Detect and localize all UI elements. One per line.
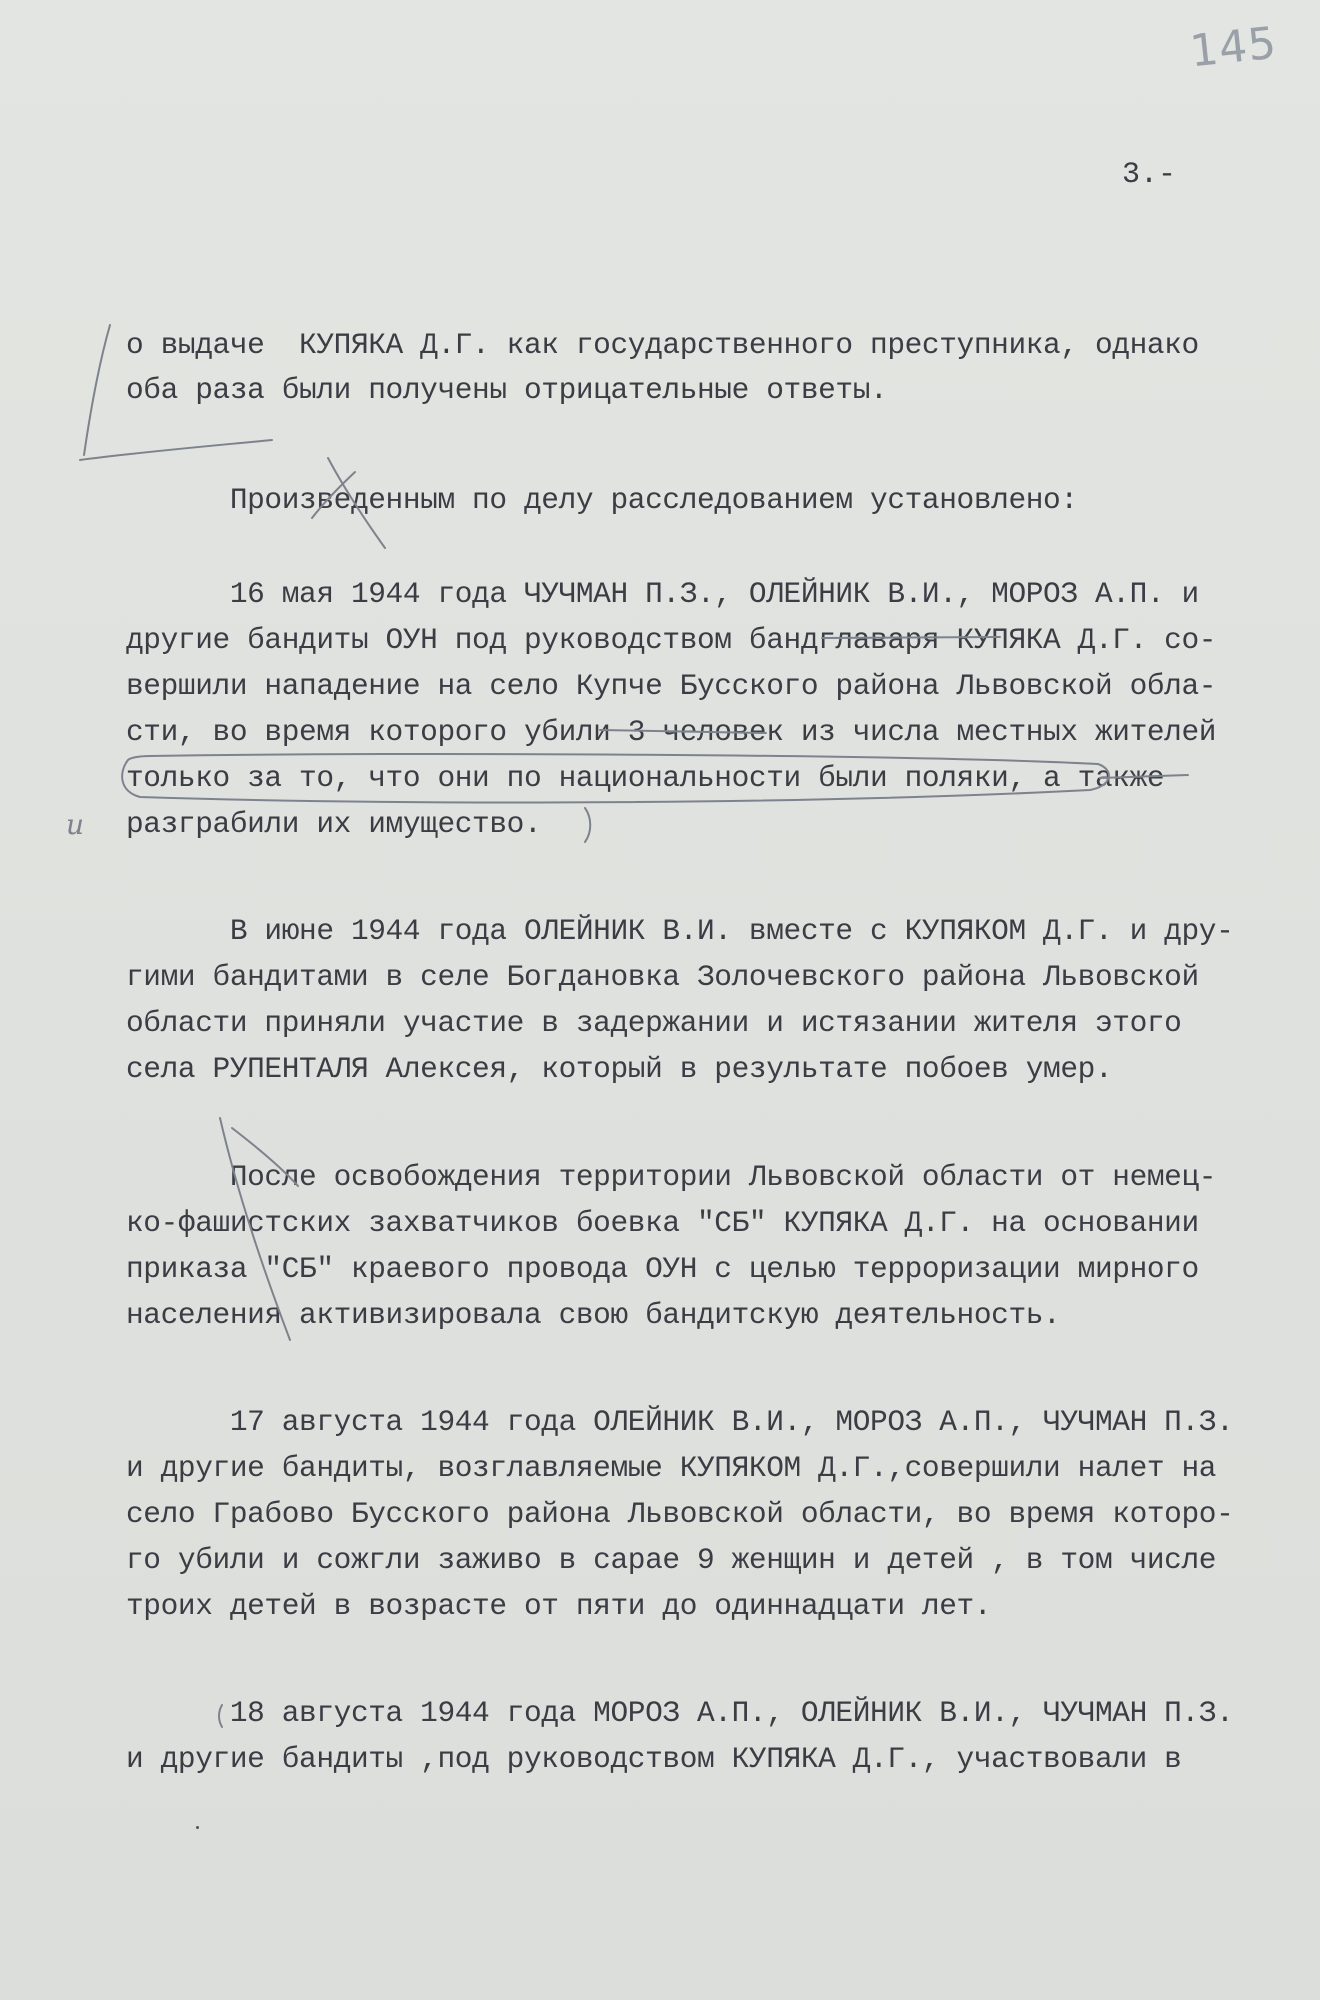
text-line: оба раза были получены отрицательные ответы. bbox=[126, 373, 888, 407]
text-line: вершили нападение на село Купче Бусского района Львовской обла- bbox=[126, 669, 1217, 703]
page-number: 3.- bbox=[1122, 158, 1177, 192]
ink-dot bbox=[196, 1826, 199, 1829]
text-line: 16 мая 1944 года ЧУЧМАН П.З., ОЛЕЙНИК В.И., МОРОЗ А.П. и bbox=[126, 577, 1199, 611]
text-line: населения активизировала свою бандитскую деятельность. bbox=[126, 1298, 1061, 1332]
margin-bracket-mark bbox=[84, 325, 110, 455]
text-line: 18 августа 1944 года МОРОЗ А.П., ОЛЕЙНИК В.И., ЧУЧМАН П.З. bbox=[126, 1696, 1234, 1730]
text-line: и другие бандиты, возглавляемые КУПЯКОМ Д.Г.,совершили налет на bbox=[126, 1451, 1217, 1485]
text-line: о выдаче КУПЯКА Д.Г. как государственного преступника, однако bbox=[126, 328, 1199, 362]
text-line: гими бандитами в селе Богдановка Золочевского района Львовской bbox=[126, 960, 1199, 994]
text-line: После освобождения территории Львовской области от немец- bbox=[126, 1160, 1217, 1194]
text-line: го убили и сожгли заживо в сарае 9 женщин и детей , в том числе bbox=[126, 1543, 1217, 1577]
text-line: 17 августа 1944 года ОЛЕЙНИК В.И., МОРОЗ А.П., ЧУЧМАН П.З. bbox=[126, 1405, 1234, 1439]
text-line: только за то, что они по национальности были поляки, а также bbox=[126, 761, 1165, 795]
text-line: области приняли участие в задержании и истязании жителя этого bbox=[126, 1006, 1182, 1040]
text-line: ко-фашистских захватчиков боевка "СБ" КУПЯКА Д.Г. на основании bbox=[126, 1206, 1199, 1240]
text-line: и другие бандиты ,под руководством КУПЯКА Д.Г., участвовали в bbox=[126, 1742, 1182, 1776]
text-line: Произведенным по делу расследованием установлено: bbox=[126, 483, 1078, 517]
bracket-mark bbox=[585, 808, 590, 842]
text-line: разграбили их имущество. bbox=[126, 807, 542, 841]
text-line: другие бандиты ОУН под руководством бандглаваря КУПЯКА Д.Г. со- bbox=[126, 623, 1217, 657]
text-line: село Грабово Бусского района Львовской области, во время которо- bbox=[126, 1497, 1234, 1531]
margin-note: и bbox=[66, 808, 85, 841]
text-line: В июне 1944 года ОЛЕЙНИК В.И. вместе с КУПЯКОМ Д.Г. и дру- bbox=[126, 914, 1234, 948]
text-line: села РУПЕНТАЛЯ Алексея, который в результате побоев умер. bbox=[126, 1052, 1113, 1086]
text-line: сти, во время которого убили 3 человек из числа местных жителей bbox=[126, 715, 1217, 749]
archive-page-number: 145 bbox=[1187, 17, 1280, 78]
text-line: троих детей в возрасте от пяти до одиннадцати лет. bbox=[126, 1589, 992, 1623]
text-line: приказа "СБ" краевого провода ОУН с целью терроризации мирного bbox=[126, 1252, 1199, 1286]
margin-underline-mark bbox=[80, 440, 272, 460]
